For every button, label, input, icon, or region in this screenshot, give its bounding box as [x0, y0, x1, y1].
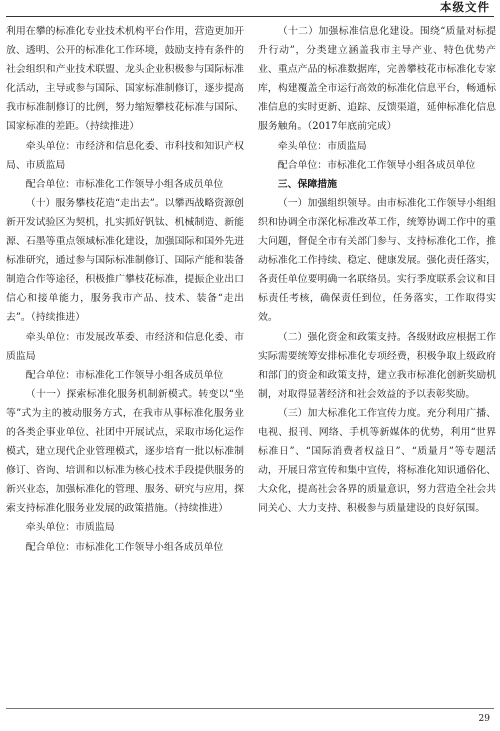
paragraph: （二）强化资金和政策支持。各级财政应根据工作实际需要统筹安排标准化专项经费，积极争取上级政府和部门的资金和政策支持，建立我市标准化创新奖励机制，对取得显著经济和社会效益的予以表彰奖励。	[258, 331, 496, 400]
paragraph: 利用在攀的标准化专业技术机构平台作用，营造更加开放、透明、公开的标准化工作环境，鼓励支持有条件的社会组织和产业技术联盟、龙头企业积极参与国际标准化活动，主导或参与国际、国家标准制修订，逐步提高我市标准制修订的比例，努力缩短攀枝花标准与国际、国家标准的差距。（持续推进）	[6, 26, 244, 133]
paragraph: （十）服务攀枝花造“走出去”。以攀西战略资源创新开发试验区为契机，扎实抓好钒钛、机械制造、新能源、石墨等重点领域标准化建设，加强国际和国外先进标准研究，通过参与国际标准制修订、国际产能和装备制造合作等途径，积极推广攀枝花标准，提振企业出口信心和接单能力，服务我市产品、技术、装备“走出去”。（持续推进）	[6, 197, 244, 324]
support-unit-line: 配合单位：市标准化工作领导小组各成员单位	[25, 369, 224, 381]
paragraph: （十一）探索标准化服务机制新模式。转变以“坐等”式为主的被动服务方式，在我市从事标准化服务业的各类企事业单位、社团中开展试点，采取市场化运作模式，建立现代企业管理模式，逐步培育一批以标准制修订、咨询、培训和以标准为核心技术手段提供服务的新兴业态，加强标准化的管理、服务、研究与应用，探索支持标准化服务业发展的政策措施。（持续推进）	[6, 388, 244, 515]
lead-unit-line: 牵头单位：市质监局	[25, 522, 115, 534]
section-title: 本级文件	[440, 0, 490, 14]
lead-unit-line: 牵头单位：市质监局	[277, 140, 367, 152]
support-unit-line: 配合单位：市标准化工作领导小组各成员单位	[25, 178, 224, 190]
paragraph: （一）加强组织领导。由市标准化工作领导小组组织和协调全市深化标准改革工作，统筹协调工作中的重大问题，督促全市有关部门参与、支持标准化工作，推动标准化工作持续、稳定、健康发展。强化责任落实，各责任单位要明确一名联络员。实行季度联系会议和目标责任考核，确保责任到位，任务落实，工作取得实效。	[258, 197, 496, 324]
page-number: 29	[478, 714, 490, 724]
support-unit-line: 配合单位：市标准化工作领导小组各成员单位	[25, 541, 224, 553]
footer-divider	[6, 708, 494, 709]
lead-unit-line: 牵头单位：市经济和信息化委、市科技和知识产权局、市质监局	[6, 140, 244, 171]
lead-unit-line: 牵头单位：市发展改革委、市经济和信息化委、市质监局	[6, 331, 244, 362]
header-divider	[6, 16, 494, 17]
left-column	[6, 22, 244, 557]
paragraph: （三）加大标准化工作宣传力度。充分利用广播、电视、报刊、网络、手机等新媒体的优势，利用“世界标准日”、“国际消费者权益日”、“质量月”等专题活动，开展日常宣传和集中宣传，将标准化知识通俗化、大众化，提高社会各界的质量意识，努力营造全社会共同关心、大力支持、积极参与质量建设的良好氛围。	[258, 407, 496, 515]
support-unit-line: 配合单位：市标准化工作领导小组各成员单位	[277, 159, 476, 171]
section-heading: 三、保障措施	[277, 178, 338, 190]
paragraph: （十二）加强标准信息化建设。围绕“质量对标提升行动”，分类建立涵盖我市主导产业、特色优势产业、重点产品的标准数据库，完善攀枝花市标准化专家库，构建覆盖全市运行高效的标准化信息平台，畅通标准信息的实时更新、追踪、反馈渠道，延伸标准化信息服务触角。（2017年底前完成）	[258, 26, 496, 133]
right-column	[258, 22, 496, 518]
